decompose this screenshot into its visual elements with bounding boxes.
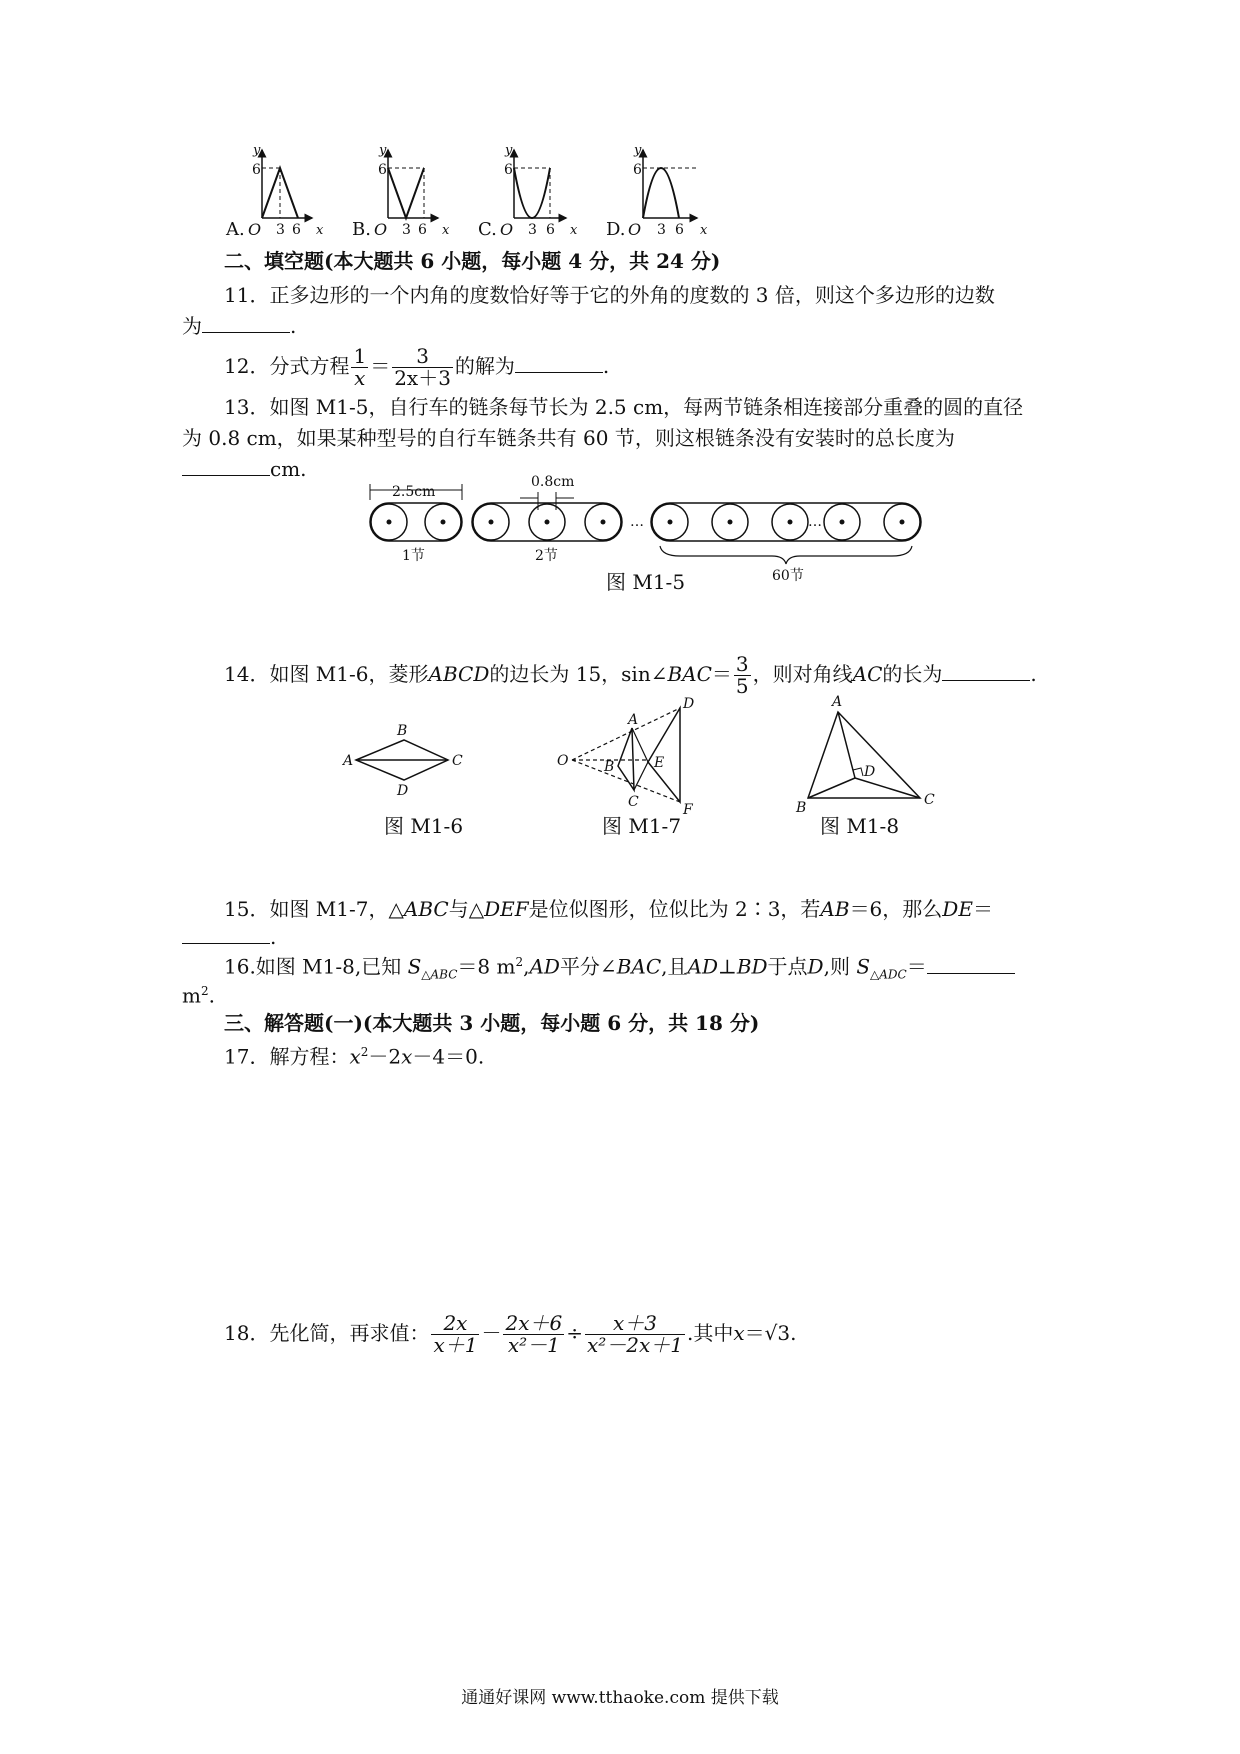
graph-a-three: 3 [276, 222, 285, 238]
q16-answer-blank[interactable] [927, 955, 1015, 974]
section-3-title: 三、解答题(一)(本大题共 3 小题，每小题 6 分，共 18 分) [224, 1011, 760, 1035]
m1-8-label-d: D [864, 764, 876, 780]
graph-d-three: 3 [657, 222, 666, 238]
m1-7-label-o: O [557, 753, 569, 769]
q14-prefix: 14．如图 M1-6，菱形 [224, 662, 429, 686]
figure-m1-6 [356, 740, 448, 780]
q16-ad2: AD [687, 954, 718, 979]
q18-f2-num: 2x＋6 [505, 1311, 563, 1335]
graph-a-six-x: 6 [292, 222, 301, 238]
graph-d-y-label: y [634, 143, 642, 158]
q12 [224, 344, 609, 389]
q17-end: －4＝0. [412, 1044, 485, 1069]
q17-prefix: 17．解方程： [224, 1044, 350, 1069]
q18-f3-num: x＋3 [585, 1313, 685, 1335]
graph-a-six: 6 [252, 162, 261, 178]
m1-6-label-d: D [397, 783, 409, 799]
q14-den: 5 [735, 674, 749, 698]
q11-line2 [182, 311, 296, 341]
graph-b-x-label: x [442, 223, 450, 238]
q11-prefix: 为 [182, 314, 202, 338]
option-c-label: C. [478, 219, 497, 240]
q14-answer-blank[interactable] [942, 662, 1030, 681]
m1-7-label-a: A [628, 712, 639, 728]
q17-rest: －2 [368, 1044, 402, 1069]
q16-mid5: ,则 [823, 954, 857, 979]
q18-f1-den: x＋1 [433, 1333, 478, 1357]
q18-answer-area[interactable] [182, 1370, 1062, 1650]
q17-x2: x [401, 1044, 413, 1069]
m1-6-label-c: C [452, 753, 463, 769]
q12-f2-num: 3 [392, 346, 453, 368]
chain-link-1 [370, 503, 462, 541]
graph-c-six-x: 6 [546, 222, 555, 238]
figure-m1-8-caption: 图 M1-8 [820, 814, 900, 838]
option-graphs [0, 0, 1240, 260]
chain-ellipsis-1: … [630, 514, 644, 530]
q15-eq: ＝6，那么 [849, 897, 943, 921]
m1-7-label-b: B [604, 759, 615, 775]
q18 [224, 1308, 796, 1358]
q11-answer-blank[interactable] [202, 314, 290, 333]
q17-x: x [349, 1044, 361, 1069]
q16-s1-sub: △ABC [421, 967, 458, 982]
q15-mid: 与△ [448, 897, 485, 921]
graph-b-origin: O [374, 220, 388, 239]
q15-ab: AB [820, 897, 850, 921]
q16-eq2: ＝ [906, 954, 927, 979]
graph-a-x-label: x [316, 223, 324, 238]
q18-minus: － [481, 1321, 502, 1345]
option-a-label: A. [226, 219, 245, 240]
q13-line1: 13．如图 M1-5，自行车的链条每节长为 2.5 cm，每两节链条相连接部分重叠的圆的直径 [224, 395, 1024, 419]
q12-answer-blank[interactable] [515, 354, 603, 373]
q15-answer-blank[interactable] [182, 925, 270, 944]
q16-bac: BAC [616, 954, 662, 979]
q16-sup: 2 [515, 955, 524, 969]
q12-f1-num: 1 [353, 344, 367, 368]
q16-s1: S [407, 954, 422, 979]
q15-eq2: ＝ [972, 897, 993, 921]
footer-text: 通通好课网 www.tthaoke.com 提供下载 [461, 1688, 779, 1708]
q11-line1: 11．正多边形的一个内角的度数恰好等于它的外角的度数的 3 倍，则这个多边形的边数 [224, 283, 995, 307]
option-c-graph [514, 150, 566, 218]
figure-m1-7-caption: 图 M1-7 [602, 814, 682, 838]
q16-line2 [182, 976, 215, 1011]
q18-x: x [733, 1321, 745, 1345]
q16-mid: , [523, 954, 530, 979]
option-d-label: D. [606, 219, 626, 240]
q15-de: DE [942, 897, 973, 921]
graph-b-six: 6 [378, 162, 387, 178]
option-b-graph [388, 150, 438, 218]
figure-m1-6-caption: 图 M1-6 [384, 814, 464, 838]
option-b-label: B. [352, 219, 371, 240]
q16-s2-sub: △ADC [870, 967, 907, 982]
q12-fraction-2 [392, 346, 453, 389]
q12-eq: ＝ [370, 354, 391, 378]
graph-d-origin: O [628, 220, 642, 239]
q12-f2-den: 2x＋3 [394, 366, 451, 390]
graph-d-x-label: x [700, 223, 708, 238]
q15-abc: ABC [403, 897, 449, 921]
q16-perp: ⊥ [718, 954, 737, 979]
m1-8-label-b: B [796, 800, 807, 816]
q18-fraction-1 [431, 1313, 479, 1356]
q11-end: . [290, 314, 297, 338]
graph-d-six: 6 [633, 162, 642, 178]
figure-m1-8 [808, 712, 920, 798]
q18-mid: .其中 [687, 1321, 734, 1345]
q16-eq1: ＝8 m [457, 954, 516, 979]
q15-line1 [224, 894, 993, 924]
q13-suffix: cm. [270, 457, 307, 481]
q16-unit-sup: 2 [200, 984, 209, 998]
q15-end: . [270, 925, 277, 949]
graph-a-origin: O [248, 220, 262, 239]
option-d-graph [643, 150, 697, 218]
q16-ad: AD [529, 954, 560, 979]
chain-label-1-section: 1节 [402, 548, 425, 564]
m1-7-label-e: E [654, 755, 665, 771]
q12-suffix: 的解为 [454, 354, 515, 378]
chain-label-2-sections: 2节 [535, 548, 558, 564]
graph-c-origin: O [500, 220, 514, 239]
graph-d-six-x: 6 [675, 222, 684, 238]
chain-links-60 [651, 503, 921, 541]
q15-def: DEF [484, 897, 529, 921]
graph-c-six: 6 [504, 162, 513, 178]
q14-end-text: 的长为 [882, 662, 943, 686]
q18-f3-den: x²－2x＋1 [586, 1333, 683, 1357]
m1-6-label-a: A [343, 753, 354, 769]
q12-prefix: 12．分式方程 [224, 354, 350, 378]
graph-c-x-label: x [570, 223, 578, 238]
q16-s2: S [856, 954, 871, 979]
q14-bac: BAC [667, 662, 712, 686]
q14-eq: ＝ [711, 662, 732, 686]
q16-line1 [224, 947, 1015, 990]
chain-ellipsis-2: … [808, 514, 822, 530]
q14-suffix: ，则对角线 [752, 662, 853, 686]
m1-7-label-c: C [628, 794, 639, 810]
q17 [224, 1037, 484, 1072]
m1-8-label-a: A [832, 694, 843, 710]
q16-mid3: ,且 [661, 954, 688, 979]
q16-d: D [807, 954, 824, 979]
q16-bd: BD [736, 954, 768, 979]
q12-f1-den: x [354, 366, 366, 390]
q13-line2: 为 0.8 cm，如果某种型号的自行车链条共有 60 节，则这根链条没有安装时的总长度为 [182, 426, 955, 450]
chain-label-60-sections: 60节 [772, 568, 804, 584]
graph-a-y-label: y [253, 143, 261, 158]
q14-num: 3 [735, 652, 749, 676]
q18-prefix: 18．先化简，再求值： [224, 1321, 430, 1345]
q15-prefix: 15．如图 M1-7，△ [224, 897, 404, 921]
chain-label-2-5cm: 2.5cm [392, 484, 436, 500]
q14-end: . [1030, 662, 1037, 686]
q18-f2-den: x²－1 [507, 1333, 560, 1357]
q14-mid: 的边长为 15，sin∠ [489, 662, 668, 686]
q18-f1-num: 2x [431, 1313, 479, 1335]
option-a-graph [262, 150, 312, 218]
q12-end: . [602, 354, 610, 378]
q17-answer-area[interactable] [182, 1075, 1062, 1275]
q15-rest: 是位似图形，位似比为 2∶3，若 [528, 897, 821, 921]
graph-c-three: 3 [528, 222, 537, 238]
q16-mid2: 平分∠ [559, 954, 617, 979]
q16-unit: m [182, 983, 201, 1008]
q18-sqrt: √3 [764, 1321, 791, 1345]
q18-fraction-2 [503, 1313, 564, 1356]
q14-abcd: ABCD [428, 662, 490, 686]
m1-8-label-c: C [924, 792, 935, 808]
chain-label-0-8cm: 0.8cm [531, 474, 575, 490]
q16-mid4: 于点 [767, 954, 808, 979]
m1-7-label-f: F [683, 802, 693, 818]
q18-fraction-3 [585, 1313, 685, 1356]
figure-m1-5-caption: 图 M1-5 [606, 570, 686, 594]
q18-end: . [790, 1321, 797, 1345]
graph-b-three: 3 [402, 222, 411, 238]
q18-eq: ＝ [744, 1321, 765, 1345]
q16-prefix: 16.如图 M1-8,已知 [224, 954, 408, 979]
m1-7-label-d: D [683, 696, 695, 712]
m1-6-label-b: B [397, 723, 408, 739]
graph-c-y-label: y [505, 143, 513, 158]
graph-b-six-x: 6 [418, 222, 427, 238]
graph-b-y-label: y [379, 143, 387, 158]
q12-fraction-1 [351, 346, 368, 389]
q14-ac: AC [852, 662, 883, 686]
q17-sup: 2 [360, 1045, 369, 1059]
section-2-title: 二、填空题(本大题共 6 小题，每小题 4 分，共 24 分) [224, 249, 721, 273]
q18-div: ÷ [566, 1321, 583, 1345]
q16-end: . [208, 983, 215, 1008]
